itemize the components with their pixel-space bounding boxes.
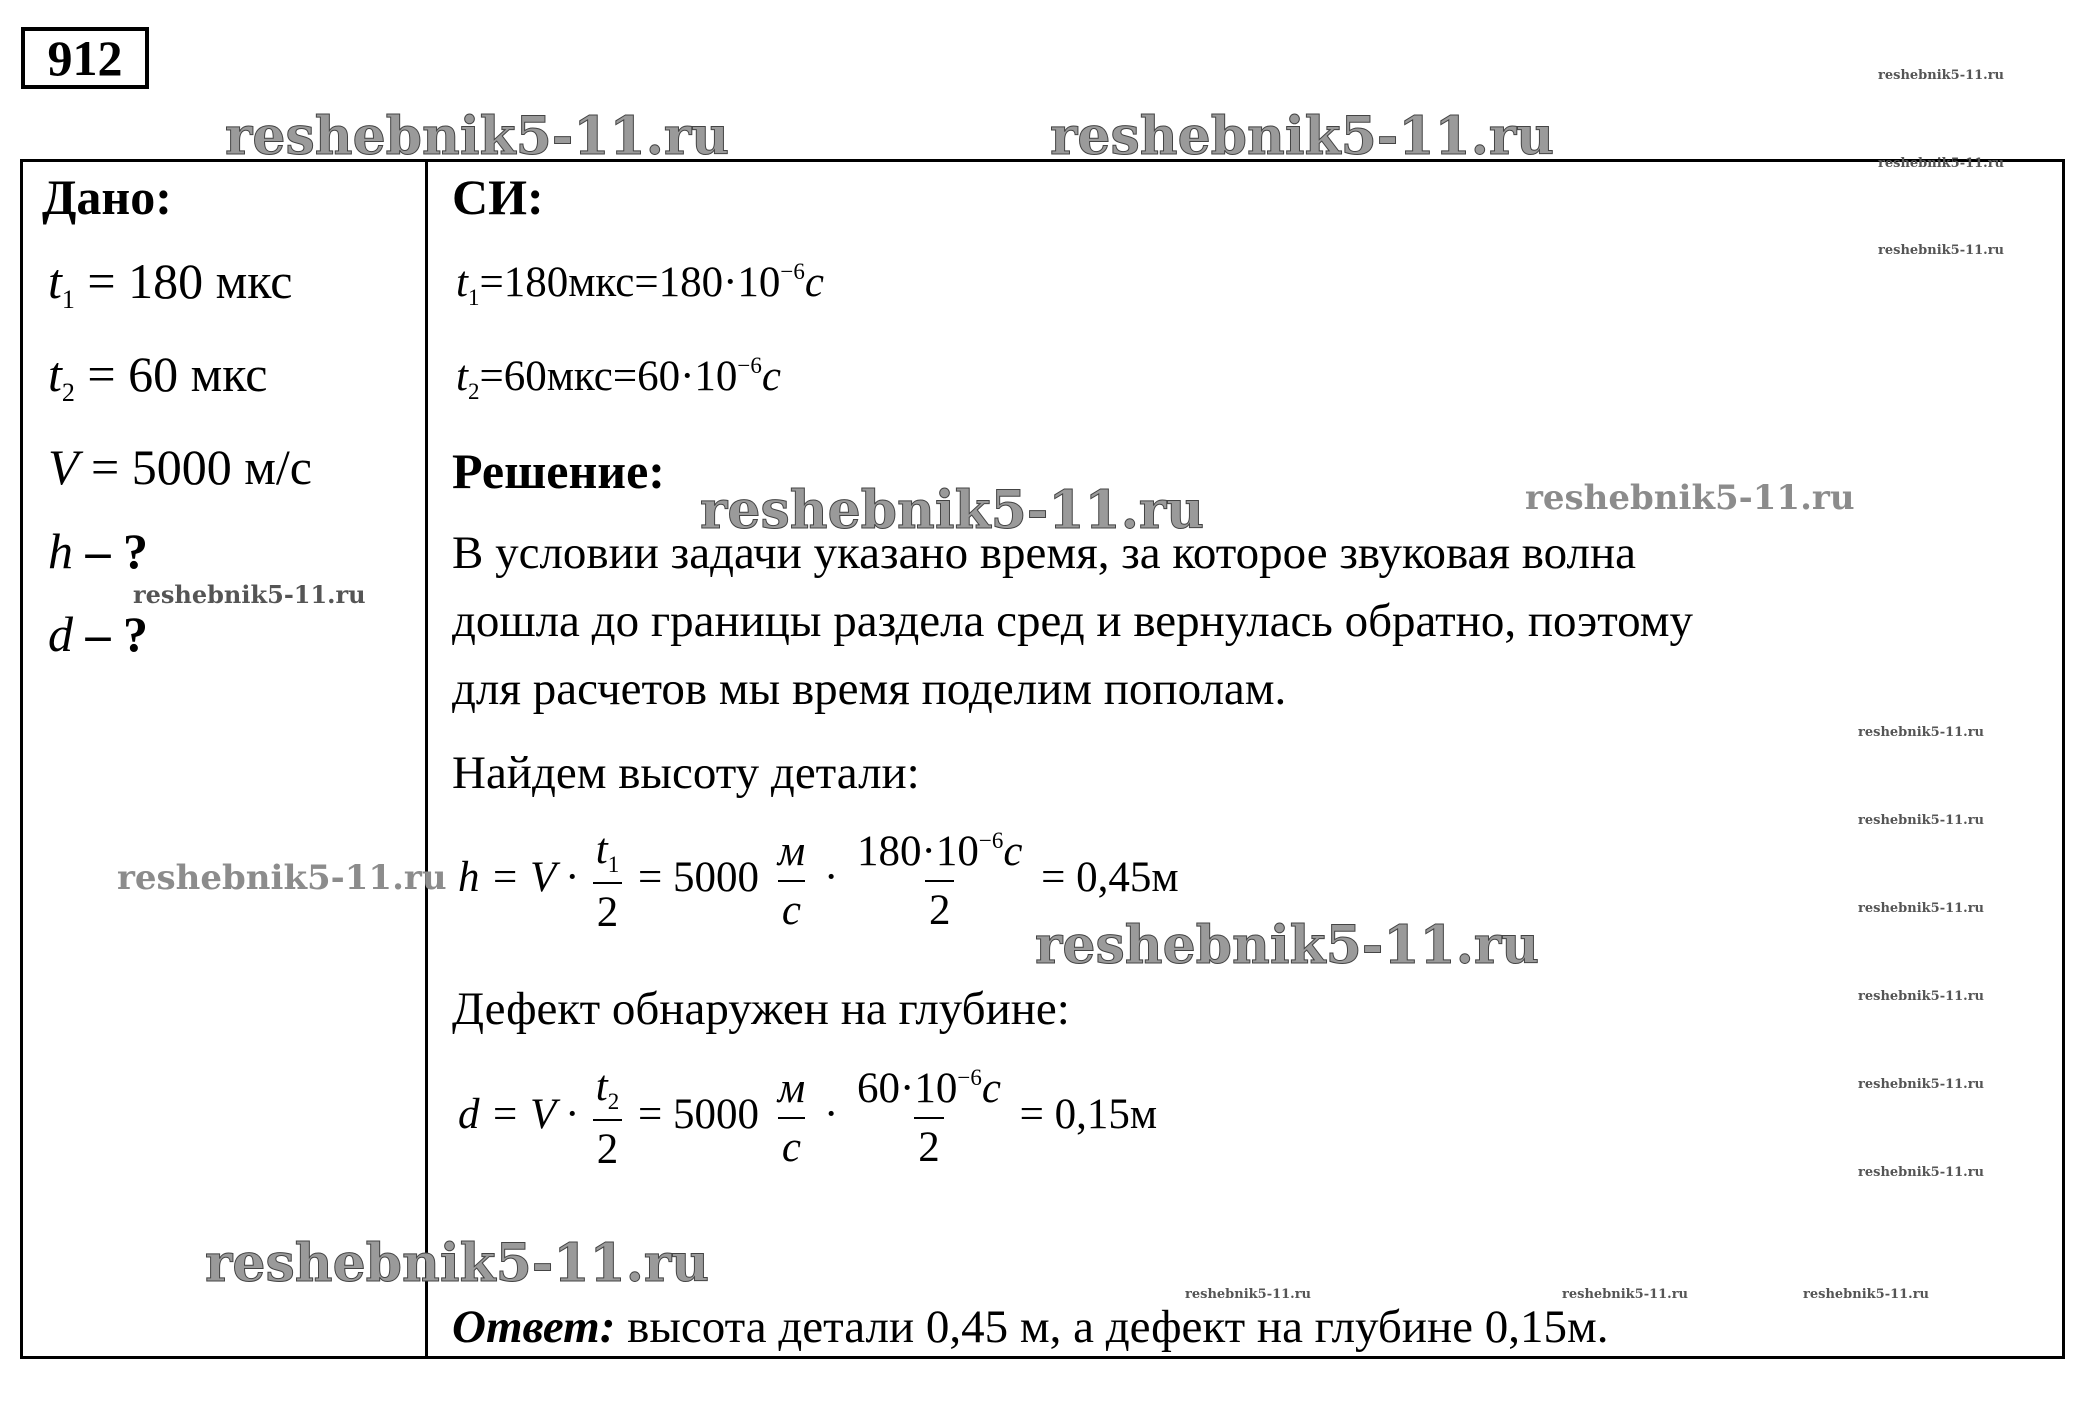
watermark: reshebnik5-11.ru bbox=[117, 858, 447, 898]
solution-line-2: дошла до границы раздела сред и вернулась обратно, поэтому bbox=[452, 595, 1693, 647]
formula-depth: d = V · $\frac{t_2}{2}$ = 5000 $\frac{м}{с}$ · $\frac{60\cdot 10^{-6}с}{2}$ = 0,15м bbox=[458, 1063, 1158, 1173]
watermark: reshebnik5-11.ru bbox=[1562, 1287, 1689, 1302]
given-d: d – ? bbox=[48, 606, 148, 662]
watermark: reshebnik5-11.ru bbox=[1858, 1077, 1985, 1092]
answer-label: Ответ: bbox=[452, 1301, 616, 1353]
solution-heading: Решение: bbox=[452, 443, 665, 499]
given-t1: $t_1 = 180$ мкс bbox=[48, 253, 293, 314]
si-heading: СИ: bbox=[452, 169, 544, 225]
watermark: reshebnik5-11.ru bbox=[1185, 1287, 1312, 1302]
answer-text: высота детали 0,45 м, а дефект на глубине 0,15м. bbox=[615, 1301, 1609, 1353]
formula-height: h = V · $\frac{t_1}{2}$ = 5000 $\frac{м}{с}$ · $\frac{180\cdot 10^{-6}с}{2}$ = 0,45м bbox=[458, 826, 1179, 936]
watermark: reshebnik5-11.ru bbox=[1858, 901, 1985, 916]
find-height-text: Найдем высоту детали: bbox=[452, 747, 920, 799]
watermark: reshebnik5-11.ru bbox=[1803, 1287, 1930, 1302]
watermark: reshebnik5-11.ru bbox=[1878, 243, 2005, 258]
watermark: reshebnik5-11.ru bbox=[1858, 725, 1985, 740]
watermark: reshebnik5-11.ru bbox=[133, 580, 366, 609]
watermark: reshebnik5-11.ru bbox=[1050, 106, 1555, 167]
watermark: reshebnik5-11.ru bbox=[1878, 68, 2005, 83]
si-t1: $t_1=180мкс=180\cdot 10^{-6}с$ bbox=[456, 259, 824, 310]
watermark: reshebnik5-11.ru bbox=[1858, 989, 1985, 1004]
problem-number: 912 bbox=[21, 27, 149, 89]
watermark: reshebnik5-11.ru bbox=[1858, 813, 1985, 828]
column-divider bbox=[425, 159, 428, 1359]
solution-line-1: В условии задачи указано время, за которое звуковая волна bbox=[452, 527, 1636, 579]
given-t2: $t_2 = 60$ мкс bbox=[48, 346, 268, 407]
solution-frame bbox=[20, 159, 2065, 1359]
watermark: reshebnik5-11.ru bbox=[1035, 915, 1540, 976]
watermark: reshebnik5-11.ru bbox=[225, 106, 730, 167]
answer-line bbox=[452, 1300, 1608, 1354]
watermark: reshebnik5-11.ru bbox=[1858, 1165, 1985, 1180]
si-t2: $t_2=60мкс=60\cdot 10^{-6}с$ bbox=[456, 353, 781, 404]
watermark: reshebnik5-11.ru bbox=[1525, 478, 1855, 518]
given-h: h – ? bbox=[48, 523, 148, 579]
watermark: reshebnik5-11.ru bbox=[205, 1233, 710, 1294]
solution-line-3: для расчетов мы время поделим пополам. bbox=[452, 663, 1287, 715]
watermark: reshebnik5-11.ru bbox=[1878, 156, 2005, 171]
given-v: V = 5000 м/с bbox=[48, 439, 312, 495]
defect-depth-text: Дефект обнаружен на глубине: bbox=[452, 983, 1070, 1035]
given-heading: Дано: bbox=[42, 169, 172, 225]
watermark: reshebnik5-11.ru bbox=[700, 480, 1205, 541]
